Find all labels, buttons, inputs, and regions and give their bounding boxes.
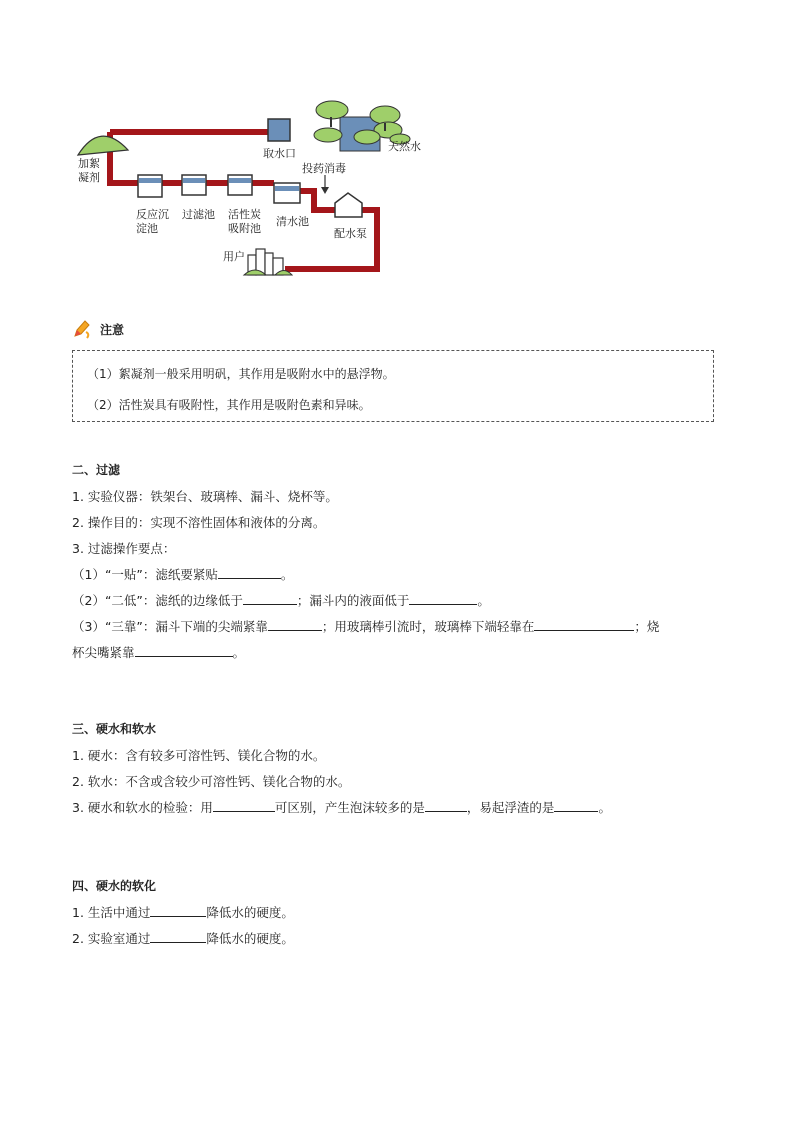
pipes [110,132,377,269]
coagulant-label-1: 加絮 [78,157,100,170]
carbon-label-2: 吸附池 [228,222,261,235]
note-box [72,350,714,422]
coagulant-mound [78,136,128,155]
blank-input[interactable] [135,644,233,657]
clear-water-label: 清水池 [276,215,309,228]
blank-input[interactable] [150,930,206,943]
blank-input[interactable] [534,618,634,631]
pencil-icon [72,318,92,340]
blank-input[interactable] [243,592,297,605]
note-line-1: （1）絮凝剂一般采用明矾，其作用是吸附水中的悬浮物。 [87,367,395,381]
softening-heading: 四、硬水的软化 [72,879,157,893]
carbon-label-1: 活性炭 [228,208,261,221]
filter-line-3: 3. 过滤操作要点： [72,541,176,556]
blank-input[interactable] [150,904,206,917]
hard-line-1: 1. 硬水：含有较多可溶性钙、镁化合物的水。 [72,748,326,763]
sediment-label-2: 淀池 [136,222,158,235]
hard-line-2: 2. 软水：不含或含较少可溶性钙、镁化合物的水。 [72,774,351,789]
blank-input[interactable] [218,566,281,579]
note-line-2: （2）活性炭具有吸附性，其作用是吸附色素和异味。 [87,398,371,412]
water-treatment-diagram [70,95,440,285]
hard-line-3: 3. 硬水和软水的检验：用 可区别，产生泡沫较多的是 ，易起浮渣的是 。 [72,800,611,815]
intake-label: 取水口 [263,147,296,160]
soften-line-2: 2. 实验室通过 降低水的硬度。 [72,931,294,946]
hard-soft-heading: 三、硬水和软水 [72,722,157,736]
disinfect-label: 投药消毒 [302,162,346,175]
filter-line-1: 1. 实验仪器：铁架台、玻璃棒、漏斗、烧杯等。 [72,489,338,504]
blank-input[interactable] [409,592,477,605]
filter-line-7: 杯尖嘴紧靠 。 [72,645,246,660]
note-header [72,318,124,340]
blank-input[interactable] [425,799,467,812]
note-title: 注意 [100,322,125,337]
coagulant-label-2: 凝剂 [78,171,100,184]
natural-water-label: 天然水 [388,140,421,153]
soften-line-1: 1. 生活中通过 降低水的硬度。 [72,905,294,920]
blank-input[interactable] [213,799,275,812]
diagram-graphic [70,95,440,285]
filter-line-6: （3）“三靠”：漏斗下端的尖端紧靠 ；用玻璃棒引流时，玻璃棒下端轻靠在 ；烧 [72,619,660,634]
blank-input[interactable] [554,799,598,812]
pump-house [335,193,362,217]
filter-line-5: （2）“二低”：滤纸的边缘低于 ；漏斗内的液面低于 。 [72,593,490,608]
blank-input[interactable] [268,618,322,631]
intake-box [268,119,290,141]
user-label: 用户 [223,250,245,263]
pump-label: 配水泵 [334,227,367,240]
filter-heading: 二、过滤 [72,463,121,477]
filter-label: 过滤池 [182,208,215,221]
filter-line-2: 2. 操作目的：实现不溶性固体和液体的分离。 [72,515,326,530]
filter-line-4: （1）“一贴”：滤纸要紧贴 。 [72,567,294,582]
sediment-label-1: 反应沉 [136,208,169,221]
